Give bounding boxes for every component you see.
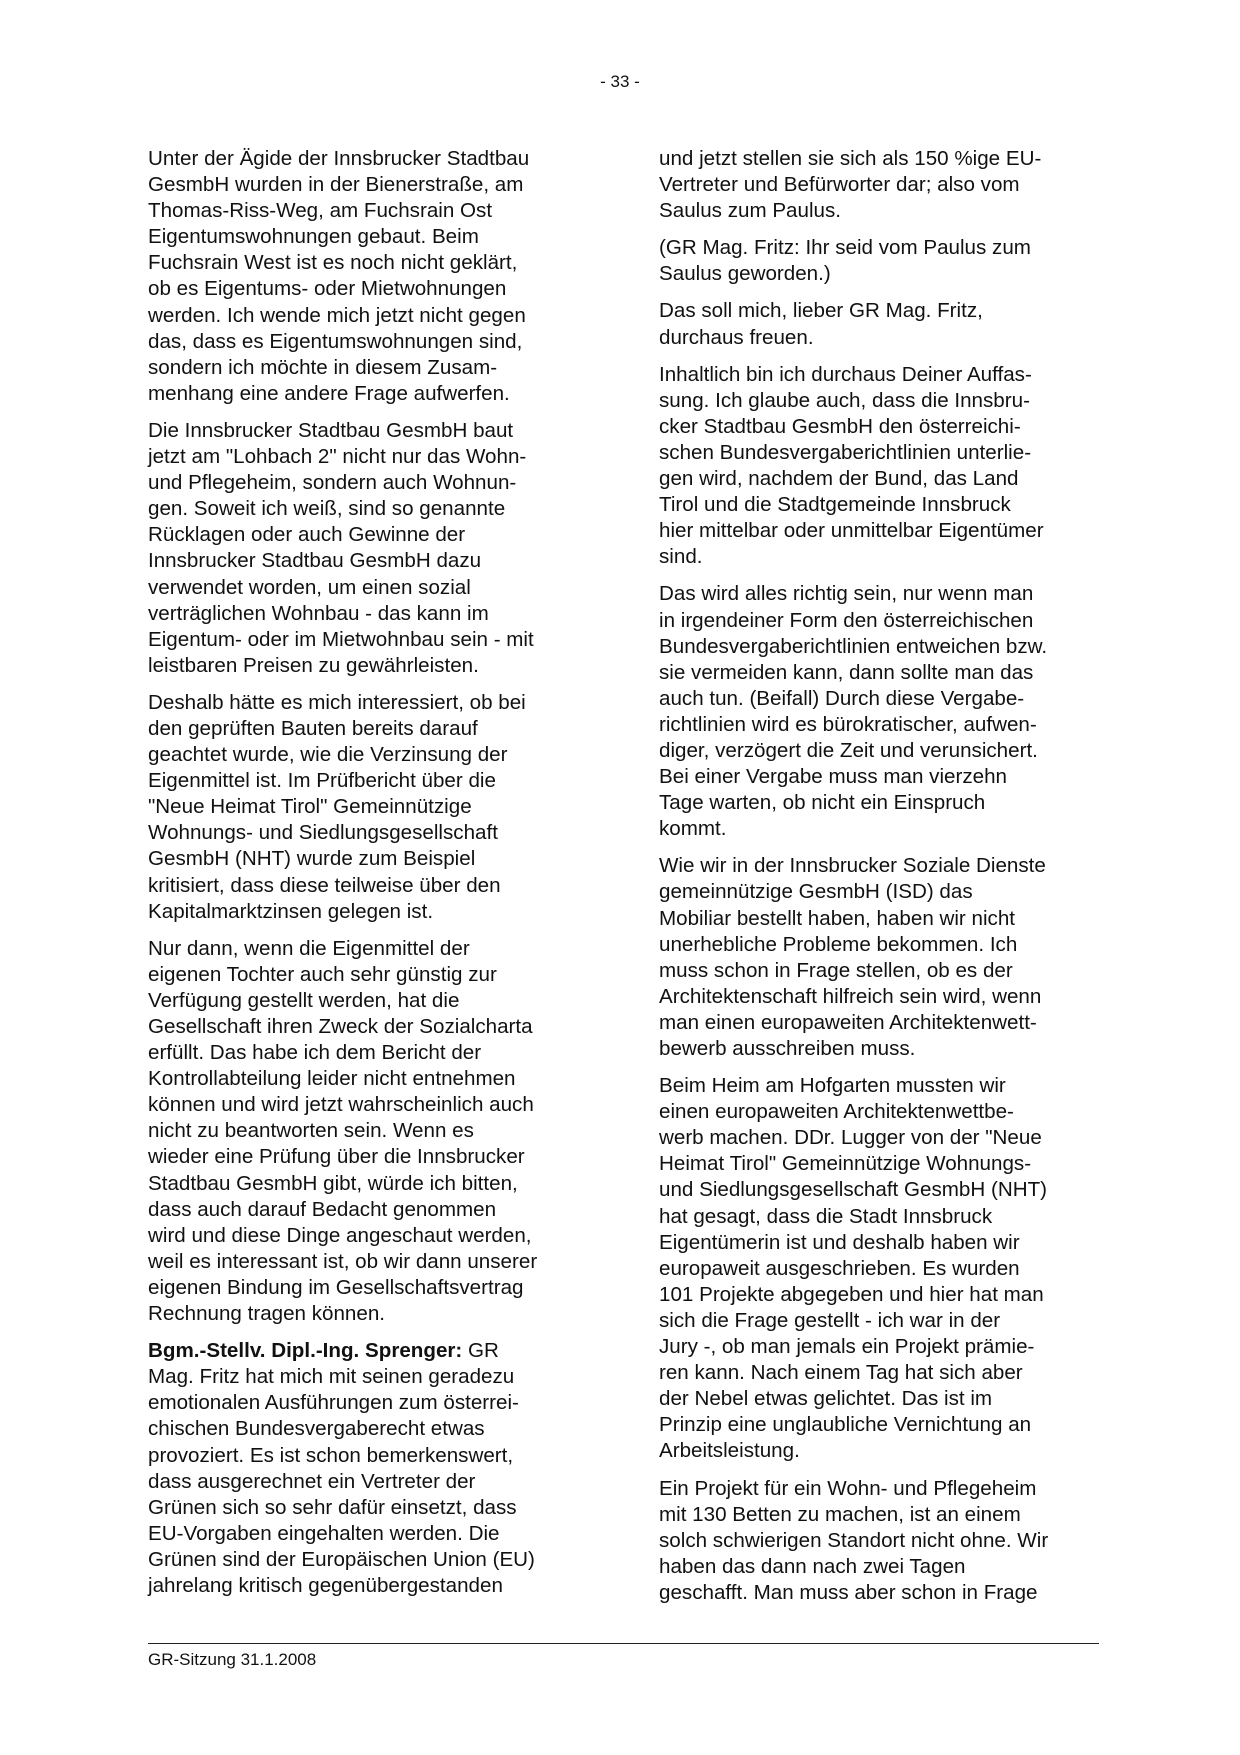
page-number: - 33 - [600,72,640,91]
paragraph: Unter der Ägide der Innsbrucker Stadtbau GesmbH wurden in der Bienerstraße, am Thomas-Riss-Weg, am Fuchsrain Ost Eigentumswohnungen gebaut. Beim Fuchsrain West ist es noch nicht geklärt, ob es Eigentums- oder Mietwohnungen werden. Ich wende mich jetzt nicht gegen das, dass es Eigentumswohnungen sind, sondern ich möchte in diesem Zusam- menhang eine andere Frage aufwerfen. [148,147,530,405]
speaker-name: Bgm.-Stellv. Dipl.-Ing. Sprenger: [148,1339,463,1363]
paragraph: Wie wir in der Innsbrucker Soziale Dienste gemeinnützige GesmbH (ISD) das Mobiliar bestellt haben, haben wir nicht unerhebliche Probleme bekommen. Ich muss schon in Frage stellen, ob es der Architektenschaft hilfreich sein wird, wenn man einen europaweiten Architektenwett- bewerb ausschreiben muss. [659,854,1046,1060]
paragraph: Das wird alles richtig sein, nur wenn man in irgendeiner Form den österreichischen Bundesvergaberichtlinien entweichen bzw. sie vermeiden kann, dann sollte man das auch tun. (Beifall) Durch diese Vergabe- richtlinien wird es bürokratischer, aufwen- diger, verzögert die Zeit und verunsichert. Bei einer Vergabe muss man vierzehn Tage warten, ob nicht ein Einspruch kommt. [659,582,1048,841]
paragraph: Das soll mich, lieber GR Mag. Fritz, durchaus freuen. [659,299,983,349]
footer-divider [148,1643,1099,1644]
speaker-paragraph [148,1338,600,1599]
paragraph: Die Innsbrucker Stadtbau GesmbH baut jetzt am "Lohbach 2" nicht nur das Wohn- und Pflegeheim, sondern auch Wohnun- gen. Soweit ich weiß, sind so genannte Rücklagen oder auch Gewinne der Innsbrucker Stadtbau GesmbH dazu verwendet worden, um einen sozial verträglichen Wohnbau - das kann im Eigentum- oder im Mietwohnbau sein - mit leistbaren Preisen zu gewährleisten. [148,418,534,677]
paragraph: Inhaltlich bin ich durchaus Deiner Auffas- sung. Ich glaube auch, dass die Innsbru- cker Stadtbau GesmbH den österreichi- schen Bundesvergaberichtlinien unterlie- gen wird, nachdem der Bund, das Land Tirol und die Stadtgemeinde Innsbruck hier mittelbar oder unmittelbar Eigentümer sind. [659,362,1044,569]
left-column [148,146,600,1599]
paragraph: Ein Projekt für ein Wohn- und Pflegeheim mit 130 Betten zu machen, ist an einem solch schwierigen Standort nicht ohne. Wir haben das dann nach zwei Tagen geschafft. Man muss aber schon in Frage [659,1476,1049,1604]
paragraph: Beim Heim am Hofgarten mussten wir einen europaweiten Architektenwettbe- werb machen. DDr. Lugger von der "Neue Heimat Tirol" Gemeinnützige Wohnungs- und Siedlungsgesellschaft GesmbH (NHT) hat gesagt, dass die Stadt Innsbruck Eigentümerin ist und deshalb haben wir europaweit ausgeschrieben. Es wurden 101 Projekte abgegeben und hier hat man sich die Frage gestellt - ich war in der Jury -, ob man jemals ein Projekt prämie- ren kann. Nach einem Tag hat sich aber der Nebel etwas gelichtet. Das ist im Prinzip eine unglaubliche Vernichtung an Arbeitsleistung. [659,1074,1048,1463]
paragraph: Nur dann, wenn die Eigenmittel der eigenen Tochter auch sehr günstig zur Verfügung gestellt werden, hat die Gesellschaft ihren Zweck der Sozialcharta erfüllt. Das habe ich dem Bericht der Kontrollabteilung leider nicht entnehmen können und wird jetzt wahrscheinlich auch nicht zu beantworten sein. Wenn es wieder eine Prüfung über die Innsbrucker Stadtbau GesmbH gibt, würde ich bitten, dass auch darauf Bedacht genommen wird und diese Dinge angeschaut werden, weil es interessant ist, ob wir dann unserer eigenen Bindung im Gesellschaftsvertrag Rechnung tragen können. [148,936,538,1326]
right-column [659,146,1099,1606]
speaker-text: GR Mag. Fritz hat mich mit seinen geradezu emotionalen Ausführungen zum österrei- chischen Bundesvergaberecht etwas provoziert. Es ist schon bemerkenswert, dass ausgerechnet ein Vertreter der Grünen sich so sehr dafür einsetzt, dass EU-Vorgaben eingehalten werden. Die Grünen sind der Europäischen Union (EU) jahrelang kritisch gegenübergestanden [148,1339,535,1597]
paragraph: und jetzt stellen sie sich als 150 %ige EU- Vertreter und Befürworter dar; also vom Saulus zum Paulus. [659,147,1042,223]
interjection: (GR Mag. Fritz: Ihr seid vom Paulus zum Saulus geworden.) [659,236,1031,286]
footer-text: GR-Sitzung 31.1.2008 [148,1650,317,1669]
paragraph: Deshalb hätte es mich interessiert, ob bei den geprüften Bauten bereits darauf geachtet wurde, wie die Verzinsung der Eigenmittel ist. Im Prüfbericht über die "Neue Heimat Tirol" Gemeinnützige Wohnungs- und Siedlungsgesellschaft GesmbH (NHT) wurde zum Beispiel kritisiert, dass diese teilweise über den Kapitalmarktzinsen gelegen ist. [148,690,526,923]
